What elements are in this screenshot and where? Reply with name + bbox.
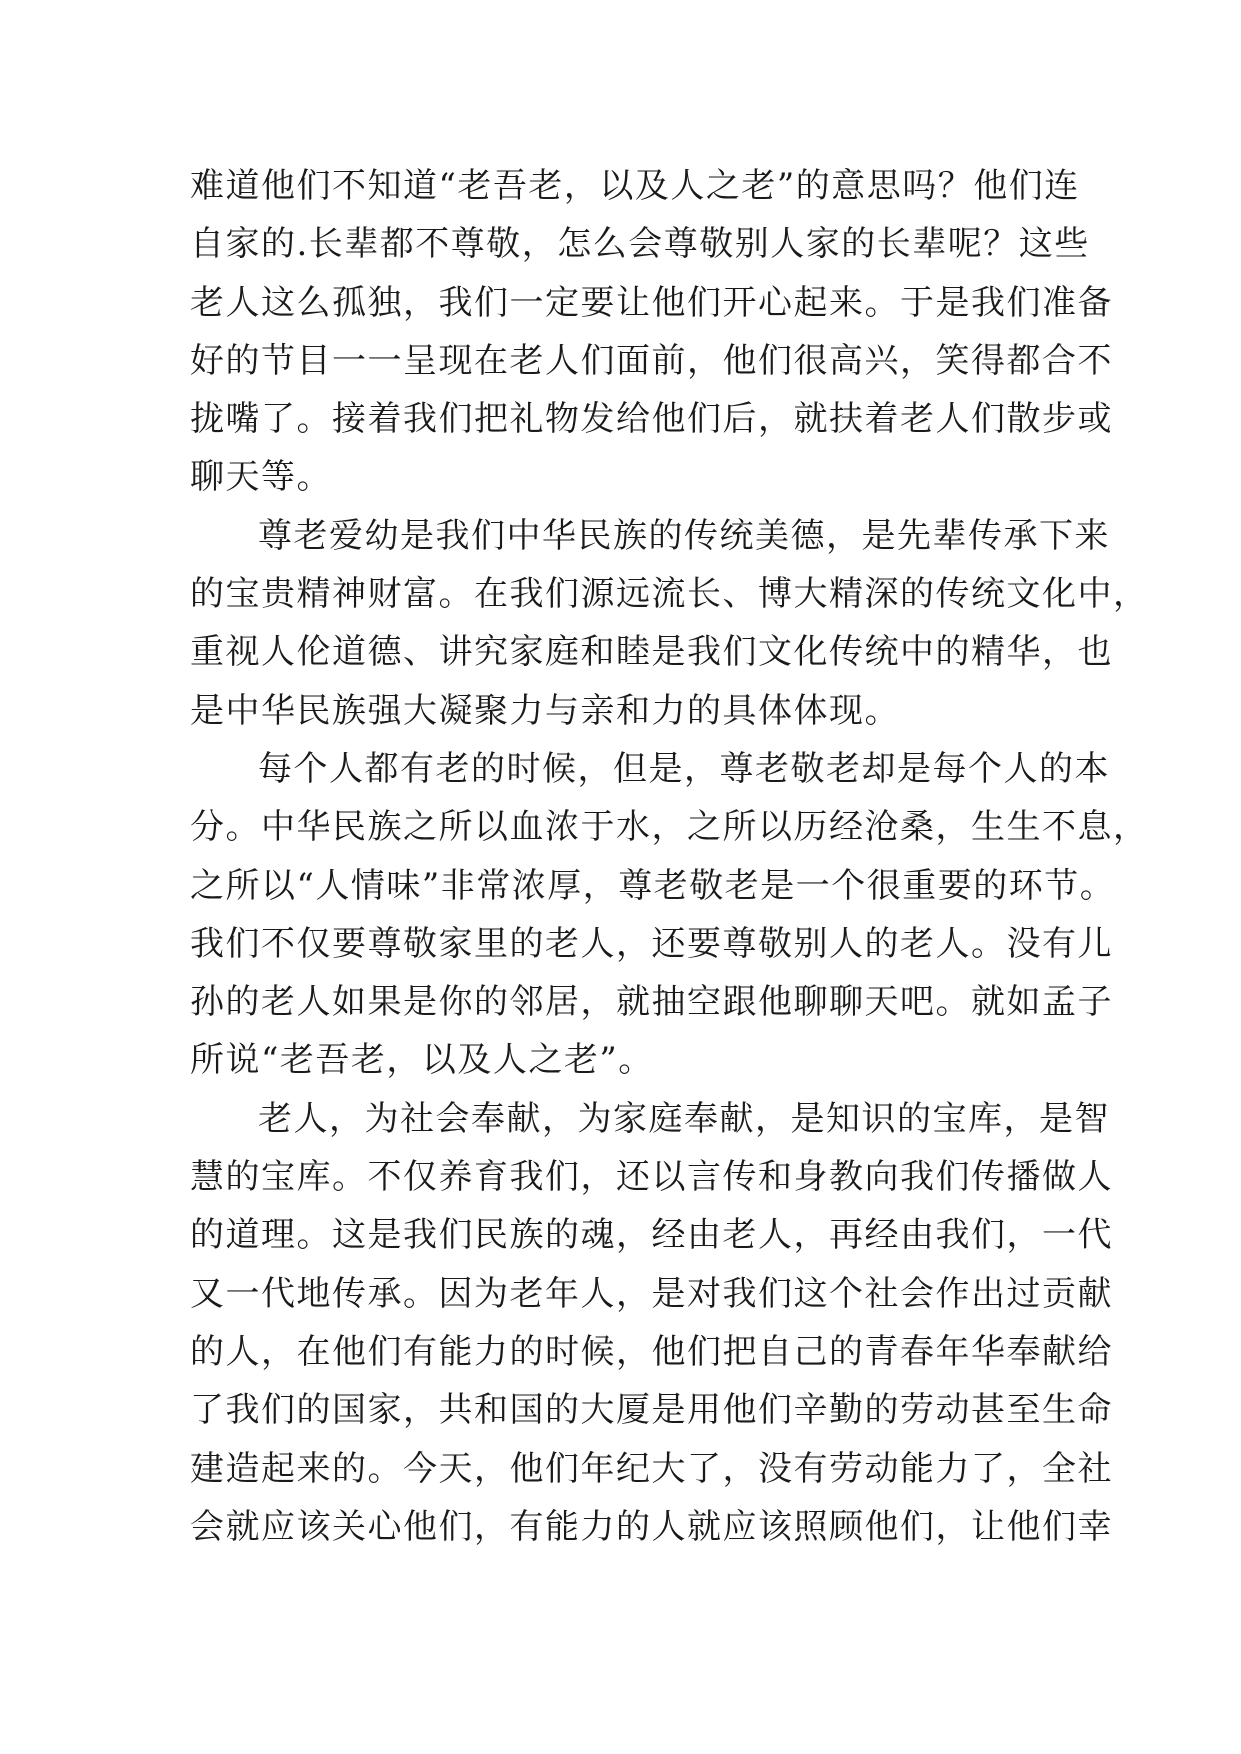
text-line: 拢嘴了。接着我们把礼物发给他们后，就扶着老人们散步或	[190, 399, 1113, 440]
text-line: 又一代地传承。因为老年人，是对我们这个社会作出过贡献	[190, 1273, 1113, 1314]
text-line: 之所以“人情味”非常浓厚，尊老敬老是一个很重要的环节。	[190, 865, 1116, 906]
text-line: 的道理。这是我们民族的魂，经由老人，再经由我们，一代	[190, 1215, 1113, 1256]
text-line: 孙的老人如果是你的邻居，就抽空跟他聊聊天吧。就如孟子	[190, 982, 1113, 1023]
document-body	[190, 157, 1149, 1556]
text-line: 建造起来的。今天，他们年纪大了，没有劳动能力了，全社	[190, 1448, 1113, 1489]
text-line: 聊天等。	[190, 457, 332, 498]
text-line: 难道他们不知道“老吾老，以及人之老”的意思吗？他们连	[190, 166, 1080, 206]
text-line: 每个人都有老的时候，但是，尊老敬老却是每个人的本	[258, 748, 1110, 789]
text-line: 自家的.长辈都不尊敬，怎么会尊敬别人家的长辈呢？这些	[190, 224, 1090, 265]
text-line: 我们不仅要尊敬家里的老人，还要尊敬别人的老人。没有儿	[190, 923, 1113, 964]
text-line: 的人，在他们有能力的时候，他们把自己的青春年华奉献给	[190, 1331, 1113, 1372]
text-line: 重视人伦道德、讲究家庭和睦是我们文化传统中的精华，也	[190, 632, 1113, 673]
text-line: 分。中华民族之所以血浓于水，之所以历经沧桑，生生不息，	[190, 807, 1149, 848]
text-line: 是中华民族强大凝聚力与亲和力的具体体现。	[190, 690, 900, 731]
text-line: 所说“老吾老，以及人之老”。	[190, 1040, 654, 1081]
text-line: 好的节目一一呈现在老人们面前，他们很高兴，笑得都合不	[190, 340, 1113, 381]
text-line: 的宝贵精神财富。在我们源远流长、博大精深的传统文化中，	[190, 574, 1149, 615]
text-line: 了我们的国家，共和国的大厦是用他们辛勤的劳动甚至生命	[190, 1390, 1113, 1431]
text-line: 会就应该关心他们，有能力的人就应该照顾他们，让他们幸	[190, 1506, 1113, 1547]
text-line: 老人，为社会奉献，为家庭奉献，是知识的宝库，是智	[258, 1098, 1110, 1139]
text-line: 尊老爱幼是我们中华民族的传统美德，是先辈传承下来	[258, 515, 1110, 556]
text-line: 慧的宝库。不仅养育我们，还以言传和身教向我们传播做人	[190, 1157, 1113, 1198]
text-line: 老人这么孤独，我们一定要让他们开心起来。于是我们准备	[190, 282, 1113, 323]
